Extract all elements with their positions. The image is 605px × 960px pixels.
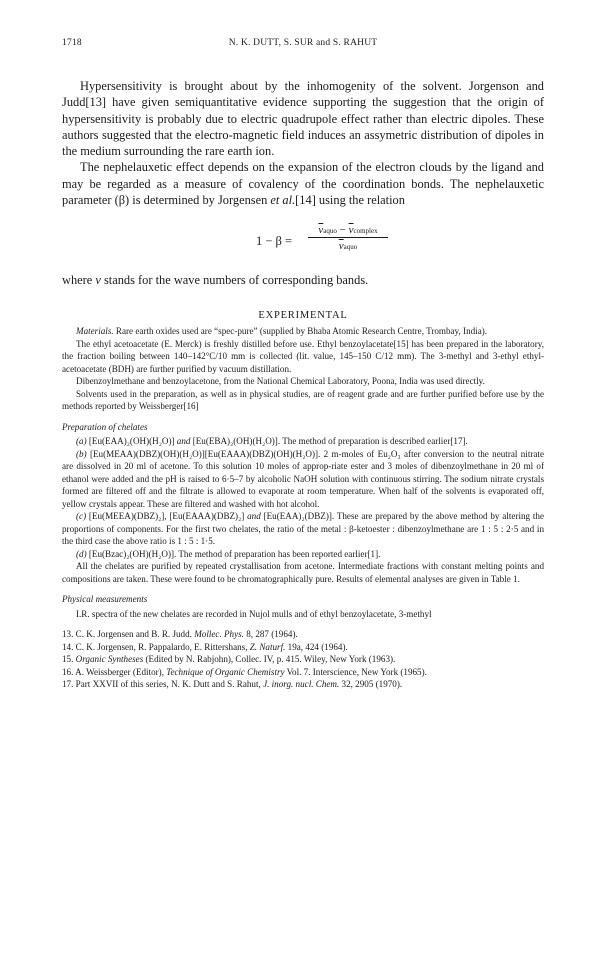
purification-paragraph: All the chelates are purified by repeated crystallisation from acetone. Intermediate fractions with constant melting points and compositions are taken. These were found to be chromatographically pure. Results of elemental analyses are given in Table 1. [62, 561, 544, 584]
reference-item: 14. C. K. Jorgensen, R. Pappalardo, E. Rittershans, Z. Naturf. 19a, 424 (1964). [62, 641, 348, 652]
formula-fraction [308, 224, 388, 252]
running-head [62, 38, 544, 54]
reference-item: 16. A. Weissberger (Editor), Technique of Organic Chemistry Vol. 7. Interscience, New York (1965). [62, 666, 427, 677]
page-number: 1718 [62, 38, 82, 48]
nephelauxetic-tail: [14] using the relation [295, 193, 405, 208]
nephelauxetic-paragraph [62, 159, 544, 208]
prep-item-d: (d) [Eu(Bzac)₂(OH)(H₂O)]. The method of preparation has been reported earlier[1]. [76, 548, 381, 559]
ir-paragraph: I.R. spectra of the new chelates are recorded in Nujol mulls and of ethyl benzoylacetate, 3-methyl [76, 608, 432, 619]
running-head-authors: N. K. DUTT, S. SUR and S. RAHUT [228, 38, 378, 48]
nephelauxetic-text: The nephelauxetic effect depends on the expansion of the electron clouds by the ligand and may be regarded as a measure of covalency of the coordination bonds. The nephelauxetic parameter (β) is determined by Jorgensen [62, 160, 544, 208]
prep-item-b: (b) [Eu(MEAA)(DBZ)(OH)(H₂O)][Eu(EAAA)(DBZ)(OH)(H₂O)]. 2 m-moles of Eu₂O₃ after conversion to the neutral nitrate are dissolved in 20 ml of acetone. To this solution 10 moles of approp-riate ester and 3 moles of dibenzoylmethane in 20 ml of ethanol were added and the pH is raised to 6·5–7 by alcoholic NaOH solution with continuous stirring. The sodium nitrate crystals formed are filtered off and the filtrate is allowed to evaporate at room temperature. When half of the solvents is evaporated off, yellow crystals appear. These are filtered and washed with hot alcohol. [62, 448, 544, 509]
nephelauxetic-formula [62, 220, 544, 266]
materials-paragraph: Materials. Rare earth oxides used are “spec-pure” (supplied by Bhaba Atomic Research Centre, Trombay, India). [76, 326, 488, 337]
reference-item: 17. Part XXVII of this series, N. K. Dutt and S. Rahut, J. inorg. nucl. Chem. 32, 2905 (1970). [62, 679, 403, 690]
formula-denominator: $\overline{\nu}aquo$ [338, 240, 358, 253]
reference-item: 13. C. K. Jorgensen and B. R. Judd. Mollec. Phys. 8, 287 (1964). [62, 629, 298, 640]
experimental-heading: EXPERIMENTAL [258, 310, 348, 322]
formula-numerator: $\overline{\nu}aquo$ − $\overline{\nu}complex$ [308, 224, 388, 238]
intro-text [62, 78, 544, 208]
preparation-subhead: Preparation of chelates [62, 421, 148, 432]
prep-item-c: (c) [Eu(MEEA)(DBZ)₂], [Eu(EAAA)(DBZ)₂] and [Eu(EAA)₂(DBZ)]. These are prepared by the above method by altering the proportions of components. For the first two chelates, the ratio of the metal : β-ketoester : dibenzoylmethane are 1 : 5 : 2·5 and in the third case the above ratio is 1 : 5 : 1·5. [62, 511, 544, 547]
physical-subhead: Physical measurements [62, 594, 148, 605]
solvents-paragraph: Solvents used in the preparation, as well as in physical studies, are of reagent grade and are further purified before use by the methods reported by Weissberger[16] [62, 388, 544, 412]
journal-page [62, 38, 544, 691]
where-line: where ν stands for the wave numbers of corresponding bands. [62, 273, 369, 288]
references-list [62, 628, 544, 691]
hypersensitivity-paragraph: Hypersensitivity is brought about by the inhomogenity of the solvent. Jorgenson and Judd[13] have given semiquantitative evidence supporting the suggestion that the origin of hypersensitivity is probably due to electric quadrupole effect rather than electric dipoles. These authors suggested that the electro-magnetic field induces an assymetric distribution of dipoles in the medium surrounding the rare earth ion. [62, 79, 544, 159]
reference-item: 15. Organic Syntheses (Edited by N. Rabjohn), Collec. IV, p. 415. Wiley, New York (1963). [62, 654, 396, 665]
et-al: et al. [270, 193, 296, 208]
ethyl-acetoacetate-paragraph: The ethyl acetoacetate (E. Merck) is freshly distilled before use. Ethyl benzoylacetate[15] has been prepared in the laboratory, the fraction boiling between 140–142°C/10 mm is collected (lit. value, 145–150 C/12 mm). The 3-methyl and 3-ethyl ethyl-acetoacetate (BDH) are further purified by vacuum distillation. [62, 338, 544, 374]
formula-lhs: 1 − β = [256, 234, 293, 249]
prep-item-a: (a) [Eu(EAA)₂(OH)(H₂O)] and [Eu(EBA)₂(OH)(H₂O)]. The method of preparation is described earlier[17]. [76, 436, 468, 447]
experimental-section [62, 325, 544, 620]
dibenzoylmethane-paragraph: Dibenzoylmethane and benzoylacetone, from the National Chemical Laboratory, Poona, India was used directly. [76, 376, 485, 387]
